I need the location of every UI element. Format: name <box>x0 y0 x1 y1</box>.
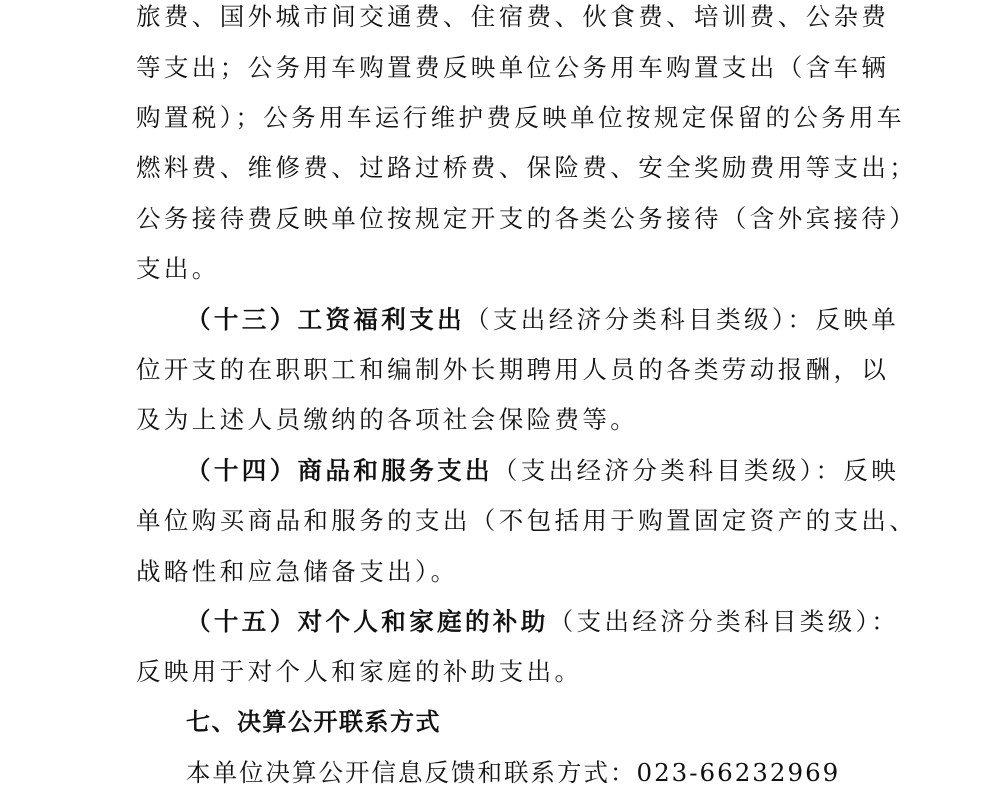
paragraph-line: 战略性和应急储备支出）。 <box>136 557 459 586</box>
paragraph-line: 旅费、国外城市间交通费、住宿费、伙食费、培训费、公杂费 <box>136 2 890 31</box>
item-14-description-start: （支出经济分类科目类级）：反映 <box>492 456 900 485</box>
contact-info: 本单位决算公开信息反馈和联系方式：023-66232969 <box>186 758 841 787</box>
paragraph-line: 位开支的在职职工和编制外长期聘用人员的各类劳动报酬，以 <box>136 355 890 384</box>
item-15-description-start: （支出经济分类科目类级）： <box>548 607 900 636</box>
paragraph-line: 等支出；公务用车购置费反映单位公务用车购置支出（含车辆 <box>136 53 890 82</box>
paragraph-line: 单位购买商品和服务的支出（不包括用于购置固定资产的支出、 <box>136 506 918 535</box>
paragraph-line: 公务接待费反映单位按规定开支的各类公务接待（含外宾接待） <box>136 204 918 233</box>
paragraph-line: 支出。 <box>136 254 220 283</box>
paragraph-line: 购置税）；公务用车运行维护费反映单位按规定保留的公务用车 <box>136 103 905 132</box>
item-14-heading: （十四）商品和服务支出 <box>186 456 493 485</box>
paragraph-line: 及为上述人员缴纳的各项社会保险费等。 <box>136 405 639 434</box>
item-13-description-start: （支出经济分类科目类级）：反映单 <box>465 305 900 334</box>
item-13-heading: （十三）工资福利支出 <box>186 305 465 334</box>
item-13-first-line <box>186 305 899 335</box>
section-7-title: 七、决算公开联系方式 <box>186 708 441 736</box>
paragraph-line: 反映用于对个人和家庭的补助支出。 <box>136 657 583 686</box>
paragraph-line: 燃料费、维修费、过路过桥费、保险费、安全奖励费用等支出； <box>136 153 918 182</box>
item-15-heading: （十五）对个人和家庭的补助 <box>186 607 549 636</box>
item-14-first-line <box>186 456 899 486</box>
item-15-first-line <box>186 607 899 637</box>
